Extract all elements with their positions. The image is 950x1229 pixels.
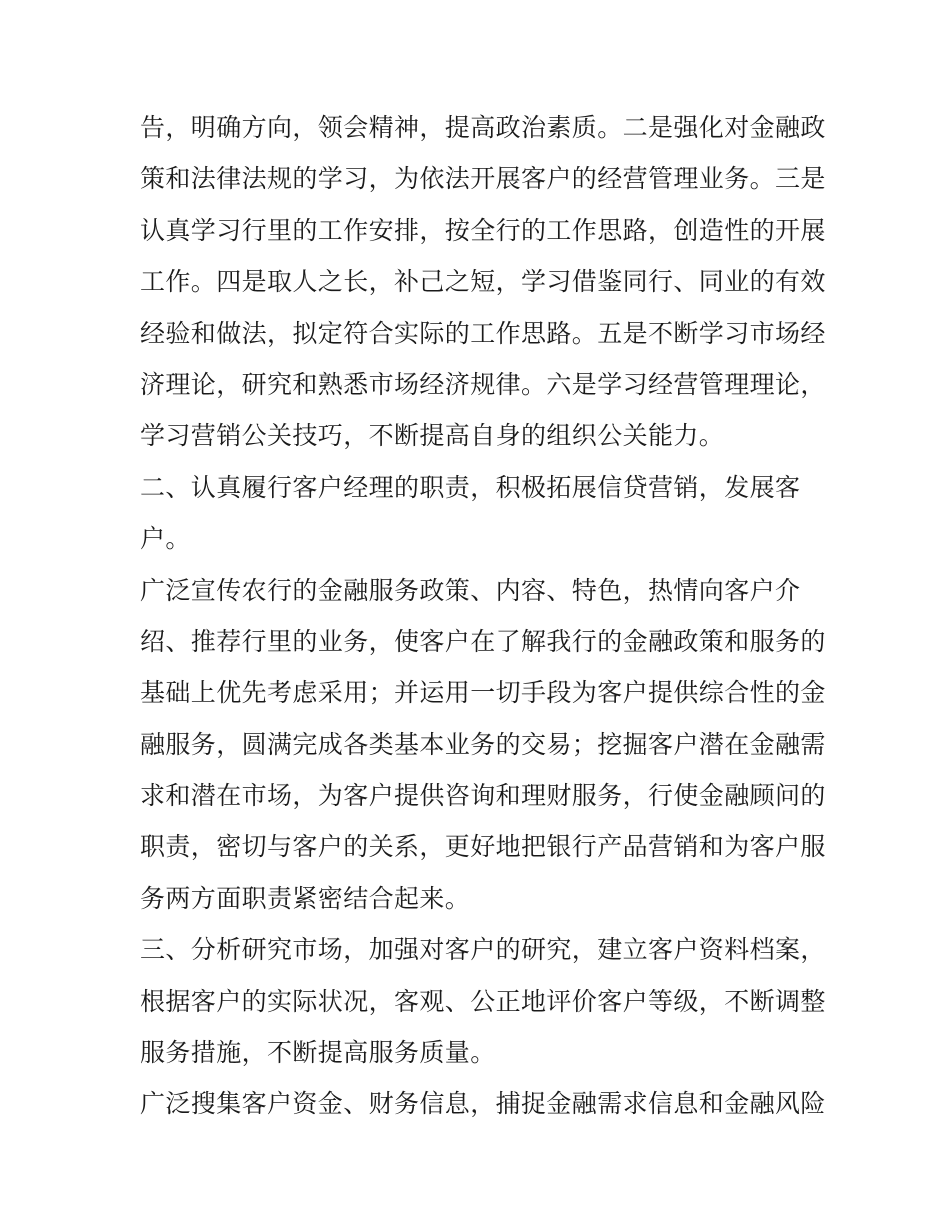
text-line: 融服务，圆满完成各类基本业务的交易；挖掘客户潜在金融需 [140,729,826,759]
text-line: 职责，密切与客户的关系，更好地把银行产品营销和为客户服 [140,832,826,862]
text-line: 学习营销公关技巧，不断提高自身的组织公关能力。 [140,421,725,451]
text-line: 务两方面职责紧密结合起来。 [140,883,471,913]
text-line: 广泛搜集客户资金、财务信息，捕捉金融需求信息和金融风险 [140,1089,826,1119]
text-line: 基础上优先考虑采用；并运用一切手段为客户提供综合性的金 [140,678,826,708]
section-heading-3-continued: 服务措施，不断提高服务质量。 [140,1038,496,1068]
text-line: 广泛宣传农行的金融服务政策、内容、特色，热情向客户介 [140,575,801,605]
text-line: 经验和做法，拟定符合实际的工作思路。五是不断学习市场经 [140,318,826,348]
text-line: 策和法律法规的学习，为依法开展客户的经营管理业务。三是 [140,164,826,194]
text-line: 济理论，研究和熟悉市场经济规律。六是学习经营管理理论， [140,369,826,399]
section-heading-2: 二、认真履行客户经理的职责，积极拓展信贷营销，发展客 [140,472,801,502]
text-line: 认真学习行里的工作安排，按全行的工作思路，创造性的开展 [140,215,826,245]
text-line: 求和潜在市场，为客户提供咨询和理财服务，行使金融顾问的 [140,781,826,811]
section-heading-2-continued: 户。 [140,524,191,554]
text-line: 绍、推荐行里的业务，使客户在了解我行的金融政策和服务的 [140,626,826,656]
section-heading-3: 三、分析研究市场，加强对客户的研究，建立客户资料档案， [140,935,826,965]
text-line: 工作。四是取人之长，补己之短，学习借鉴同行、同业的有效 [140,267,826,297]
document-body [140,102,826,1130]
text-line: 告，明确方向，领会精神，提高政治素质。二是强化对金融政 [140,113,826,142]
section-heading-3-continued: 根据客户的实际状况，客观、公正地评价客户等级，不断调整 [140,986,826,1016]
